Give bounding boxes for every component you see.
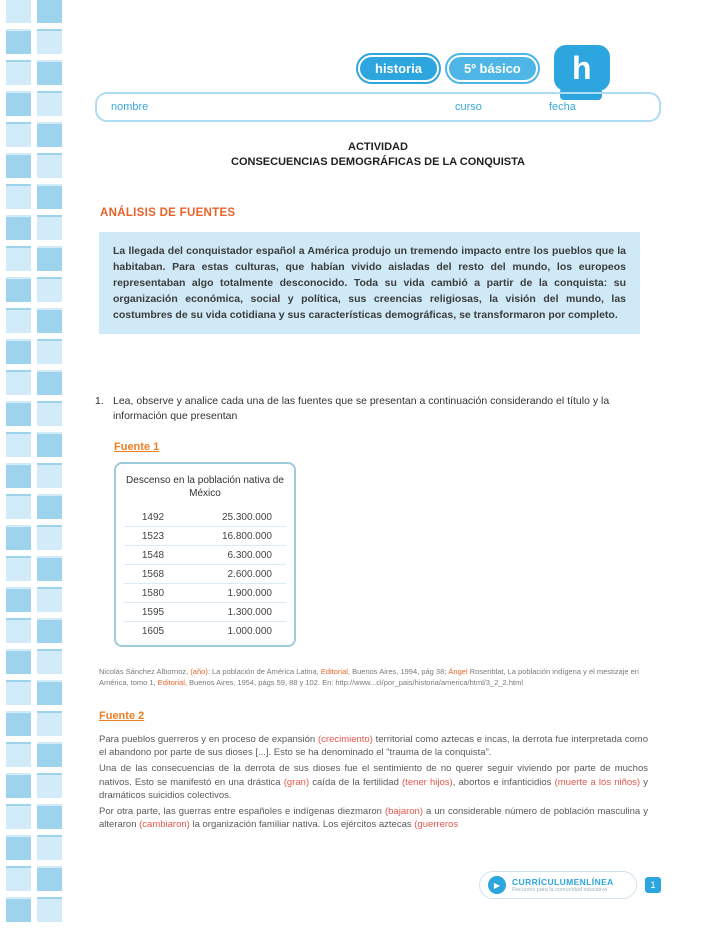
- date-field-label: fecha: [549, 101, 576, 113]
- instruction-number: 1.: [95, 395, 104, 407]
- brand-logo: [554, 45, 610, 91]
- table-cell-year: 1568: [141, 568, 165, 580]
- footer-brand-pill: [479, 871, 637, 899]
- footer-brand-tagline: Recursos para la comunidad educativa: [512, 887, 608, 893]
- subject-badge: historia: [358, 55, 439, 82]
- citation-text: La población de América Latina,: [209, 667, 321, 676]
- brand-logo-letter: h: [571, 50, 592, 86]
- table-cell-year: 1523: [141, 530, 165, 542]
- body-text: a un considerable número de población masculina y alteraron: [99, 806, 648, 831]
- body-text: territorial como aztecas e incas, la derrota fue interpretada como el abandono por parte de sus dioses [...]. Esto se ha denominado el “trauma de la conquista”.: [99, 734, 648, 759]
- grade-badge: 5º básico: [447, 55, 538, 82]
- table-cell-value: 1.900.000: [227, 587, 272, 599]
- table-row: [124, 584, 286, 603]
- table-row: [124, 527, 286, 546]
- fuente1-label: Fuente 1: [114, 441, 160, 453]
- table-row: [124, 508, 286, 527]
- fuente2-paragraph: [99, 805, 648, 831]
- fuente2-paragraph: [99, 762, 648, 802]
- student-info-box: [95, 92, 661, 122]
- activity-title: CONSECUENCIAS DEMOGRÁFICAS DE LA CONQUISTA: [231, 156, 525, 168]
- glossary-term: (crecimiento): [317, 734, 373, 745]
- glossary-term: (guerreros: [414, 819, 459, 831]
- citation-text: Nicolás Sánchez Albornoz,: [99, 667, 191, 676]
- fuente2-paragraph: [99, 733, 648, 759]
- table-cell-value: 6.300.000: [227, 549, 272, 561]
- table-cell-value: 2.600.000: [227, 568, 272, 580]
- course-field-label: curso: [455, 101, 482, 113]
- body-text: la organización familiar nativa. Los ejércitos aztecas: [189, 819, 415, 831]
- body-text: y dramáticos suicidios colectivos.: [99, 776, 649, 801]
- activity-kicker: ACTIVIDAD: [348, 141, 408, 153]
- table-row: [124, 603, 286, 622]
- table-cell-year: 1605: [141, 626, 165, 637]
- glossary-term: (muerte a los niños): [554, 776, 641, 788]
- table-cell-value: 16.800.000: [221, 530, 272, 542]
- table-cell-value: 1.300.000: [227, 606, 272, 618]
- body-text: Una de las consecuencias de la derrota de sus dioses fue el sentimiento de no querer seguir viviendo por parte de muchos nativos. Esto se manifestó en una drástica: [99, 763, 648, 788]
- fuente2-text: [99, 733, 648, 834]
- footer-brand-name: CURRÍCULUMENLÍNEA: [512, 877, 614, 887]
- table-cell-year: 1548: [141, 549, 165, 561]
- citation-highlight: Editorial,: [157, 677, 187, 687]
- glossary-term: (bajaron): [384, 806, 424, 818]
- source-citation: [99, 667, 648, 688]
- table-row: [124, 565, 286, 584]
- table-row: [124, 622, 286, 641]
- table-title: Descenso en la población nativa de México: [126, 475, 284, 499]
- name-field-label: nombre: [111, 101, 149, 113]
- activity-title-block: [95, 140, 661, 170]
- citation-text: Rosenblat, La población indígena y el mestizaje en América, tomo 1,: [99, 667, 639, 687]
- instruction-item: [95, 394, 651, 424]
- citation-highlight: Editorial,: [320, 667, 351, 676]
- table-cell-year: 1492: [141, 511, 165, 523]
- table-cell-year: 1595: [141, 606, 165, 618]
- citation-text: Buenos Aires, 1954, págs 59, 88 y 102. En: http://www...cl/por_pais/historia/america/html/3_2_2.html: [186, 677, 523, 687]
- intro-text-box: La llegada del conquistador español a América produjo un tremendo impacto entre los pueblos que la habitaban. Para estas culturas, que habían vivido aisladas del resto del mundo, los europeos representaban algo totalmente desconocido. Toda su vida cambió a partir de la conquista: su organización económica, social y política, sus creencias religiosas, la visión del mundo, las costumbres de su vida cotidiana y sus características demográficas, se transformaron por completo.: [99, 232, 640, 334]
- table-cell-year: 1580: [141, 587, 165, 599]
- table-row: [124, 546, 286, 565]
- table-cell-value: 25.300.000: [221, 511, 272, 523]
- play-icon: ▶: [488, 876, 506, 894]
- header: [358, 44, 610, 92]
- table-cell-value: 1.000.000: [227, 626, 272, 637]
- footer-brand-block: [512, 877, 614, 893]
- instruction-text: Lea, observe y analice cada una de las fuentes que se presentan a continuación considerando el título y la información que presentan: [113, 395, 610, 422]
- citation-highlight: (año):: [190, 667, 210, 676]
- citation-highlight: Ángel: [448, 667, 468, 676]
- fuente2-label: Fuente 2: [99, 710, 145, 722]
- glossary-term: (gran): [283, 776, 310, 788]
- body-text: Para pueblos guerreros y en proceso de expansión: [99, 734, 318, 745]
- section-heading: ANÁLISIS DE FUENTES: [100, 207, 236, 219]
- page-number-badge: 1: [645, 877, 661, 893]
- glossary-term: (cambiaron): [139, 819, 190, 831]
- body-text: caída de la fertilidad: [309, 776, 403, 788]
- mosaic-decoration: [0, 0, 62, 928]
- body-text: , abortos e infanticidios: [452, 776, 555, 788]
- glossary-term: (tener hijos): [402, 776, 453, 788]
- population-table: [114, 462, 296, 647]
- body-text: Por otra parte, las guerras entre españoles e indígenas diezmaron: [99, 806, 385, 818]
- citation-text: Buenos Aires, 1994, pág 38;: [350, 667, 449, 676]
